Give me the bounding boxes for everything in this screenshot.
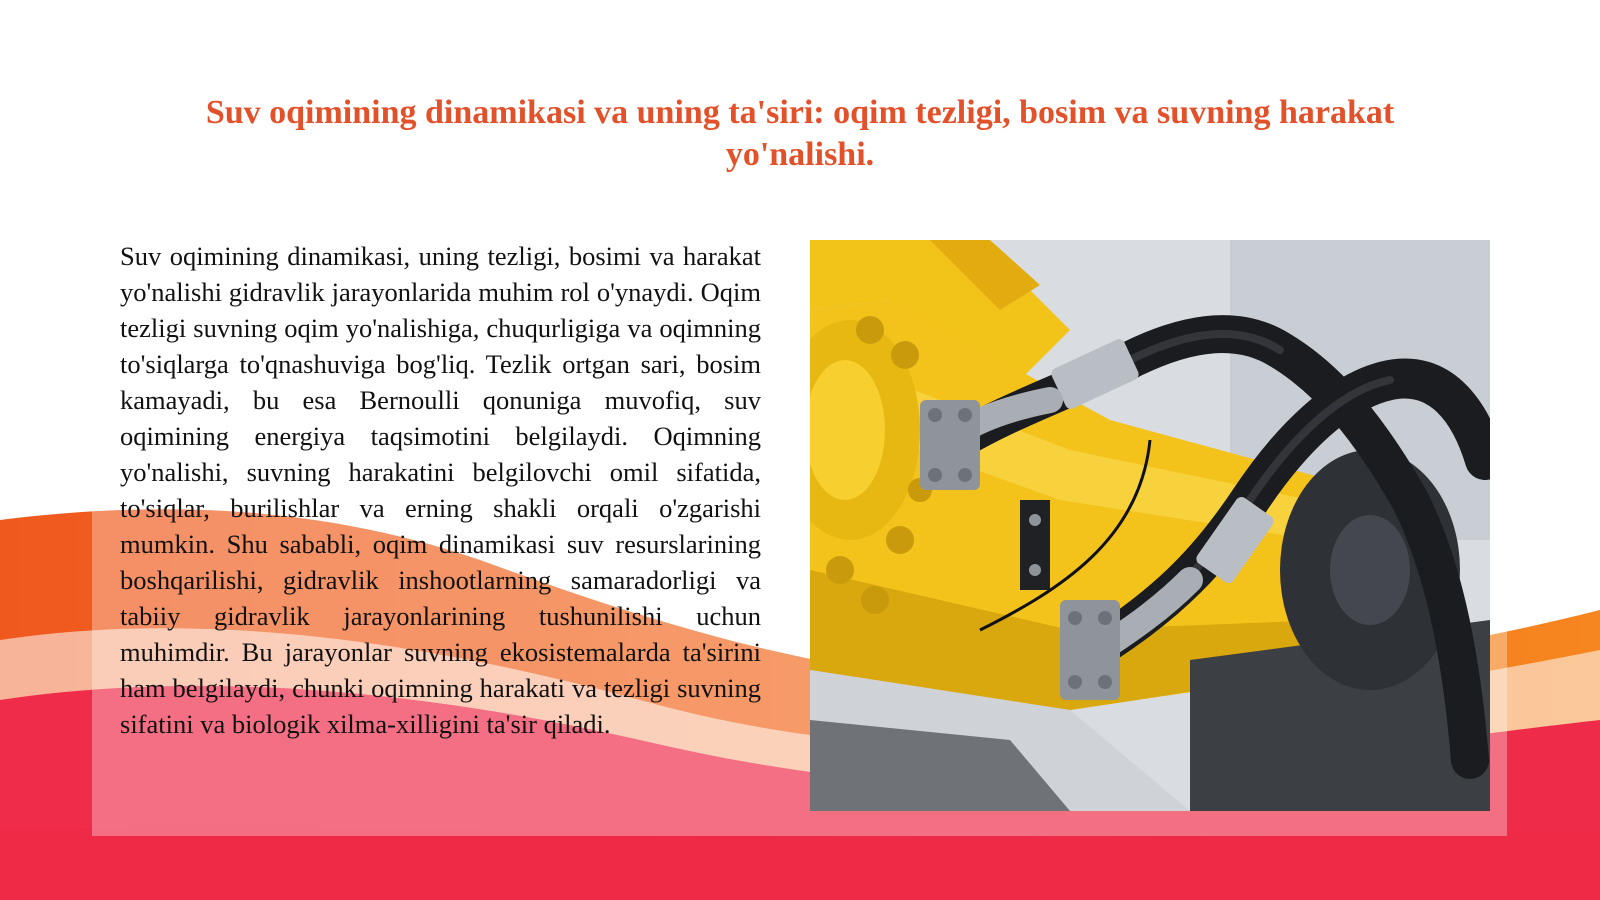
- slide-title: Suv oqimining dinamikasi va uning ta'siri: oqim tezligi, bosim va suvning harakat yo'nalishi.: [205, 94, 1395, 173]
- body-paragraph: Suv oqimining dinamikasi, uning tezligi, bosimi va harakat yo'nalishi gidravlik jarayonlarida muhim rol o'ynaydi. Oqim tezligi suvning oqim yo'nalishiga, chuqurligiga va oqimning to'siqlarga to'qnashuviga bog'liq. Tezlik ortgan sari, bosim kamayadi, bu esa Bernoulli qonuniga muvofiq, suv oqimining energiya taqsimotini belgilaydi. Oqimning yo'nalishi, suvning harakatini belgilovchi omil sifatida, to'siqlar, burilishlar va erning shakli orqali o'zgarishi mumkin. Shu sababli, oqim dinamikasi suv resurslarining boshqarilishi, gidravlik inshootlarning samaradorligi va tabiiy gidravlik jarayonlarining tushunilishi uchun muhimdir. Bu jarayonlar suvning ekosistemalarda ta'sirini ham belgilaydi, chunki oqimning harakati va tezligi suvning sifatini va biologik xilma-xilligini ta'sir qiladi.: [120, 241, 761, 739]
- red-wave-bottom: [0, 826, 1600, 900]
- hydraulic-hoses-image: [810, 240, 1490, 811]
